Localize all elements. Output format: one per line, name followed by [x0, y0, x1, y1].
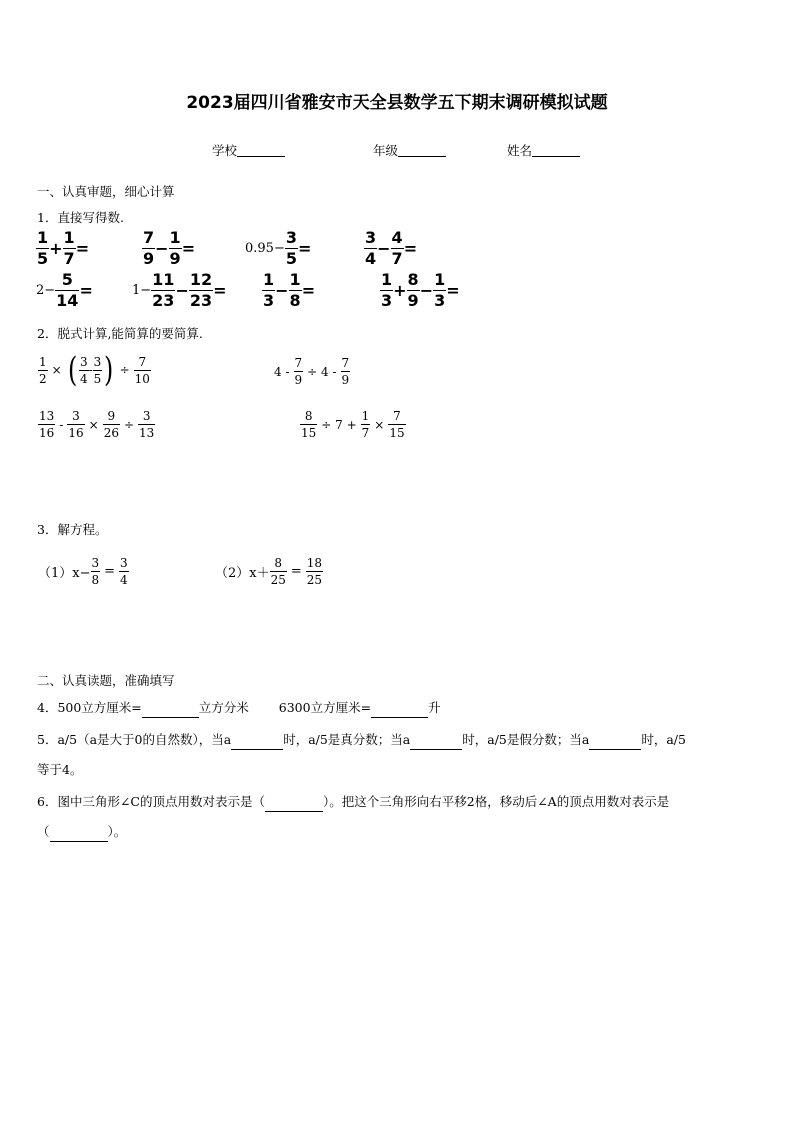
- q1-item-1: 1 5 + 1 7 =: [37, 228, 90, 268]
- name-label: 姓名: [507, 143, 533, 158]
- q2-expr-1: 1 2 × ( 3 4 - 3 5 ) ÷ 7 10: [39, 350, 150, 390]
- q1-item-8: 1 3 + 8 9 − 1 3 =: [381, 270, 460, 310]
- q6-blank-2[interactable]: [50, 826, 108, 842]
- section-1-heading: 一、认真审题，细心计算: [37, 184, 175, 199]
- school-field: [212, 141, 285, 159]
- q3-equation-1: （1）x− 3 8 = 3 4: [38, 556, 128, 587]
- q5-blank-1[interactable]: [231, 734, 283, 750]
- q2-label: 2．脱式计算,能简算的要简算.: [37, 326, 203, 341]
- q4-blank-2[interactable]: [371, 702, 428, 718]
- page-title: 2023届四川省雅安市天全县数学五下期末调研模拟试题: [186, 93, 608, 113]
- q3-equation-2: （2）x＋ 8 25 = 18 25: [215, 556, 323, 587]
- q2-expr-2: 4 - 7 9 ÷ 4 - 7 9: [274, 356, 350, 387]
- q2-expr-3: 13 16 - 3 16 × 9 26 ÷ 3 13: [39, 409, 155, 440]
- q1-label: 1．直接写得数.: [37, 210, 124, 225]
- q6: 6．图中三角形∠C的顶点用数对表示是（ ）。把这个三角形向右平移2格，移动后∠A的顶点用数对表示是: [37, 792, 669, 812]
- q1-item-2: 7 9 − 1 9 =: [143, 228, 196, 268]
- q1-item-4: 3 4 − 4 7 =: [365, 228, 418, 268]
- name-field: [507, 141, 580, 159]
- q3-label: 3．解方程。: [37, 522, 108, 537]
- name-blank[interactable]: [532, 144, 580, 157]
- q5-blank-3[interactable]: [589, 734, 641, 750]
- q5: 5．a/5（a是大于0的自然数），当a 时，a/5是真分数；当a 时，a/5是假分数；当a 时，a/5: [37, 730, 686, 750]
- q1-item-6: 1− 11 23 − 12 23 =: [132, 270, 227, 310]
- grade-blank[interactable]: [398, 144, 446, 157]
- section-2-heading: 二、认真读题，准确填写: [37, 673, 175, 688]
- school-blank[interactable]: [237, 144, 285, 157]
- school-label: 学校: [212, 143, 238, 158]
- q4-blank-1[interactable]: [142, 702, 199, 718]
- q6-line-2: （ ）。: [37, 822, 126, 842]
- q1-item-7: 1 3 − 1 8 =: [263, 270, 316, 310]
- q1-item-5: 2− 5 14 =: [36, 270, 93, 310]
- q4: 4．500立方厘米= 立方分米 6300立方厘米= 升: [37, 698, 441, 718]
- q6-blank-1[interactable]: [265, 796, 323, 812]
- q5-blank-2[interactable]: [410, 734, 462, 750]
- q1-item-3: 0.95− 3 5 =: [245, 228, 312, 268]
- grade-field: [373, 141, 446, 159]
- q2-expr-4: 8 15 ÷ 7 + 1 7 × 7 15: [301, 409, 405, 440]
- q5-line-2: 等于4。: [37, 762, 83, 777]
- grade-label: 年级: [373, 143, 399, 158]
